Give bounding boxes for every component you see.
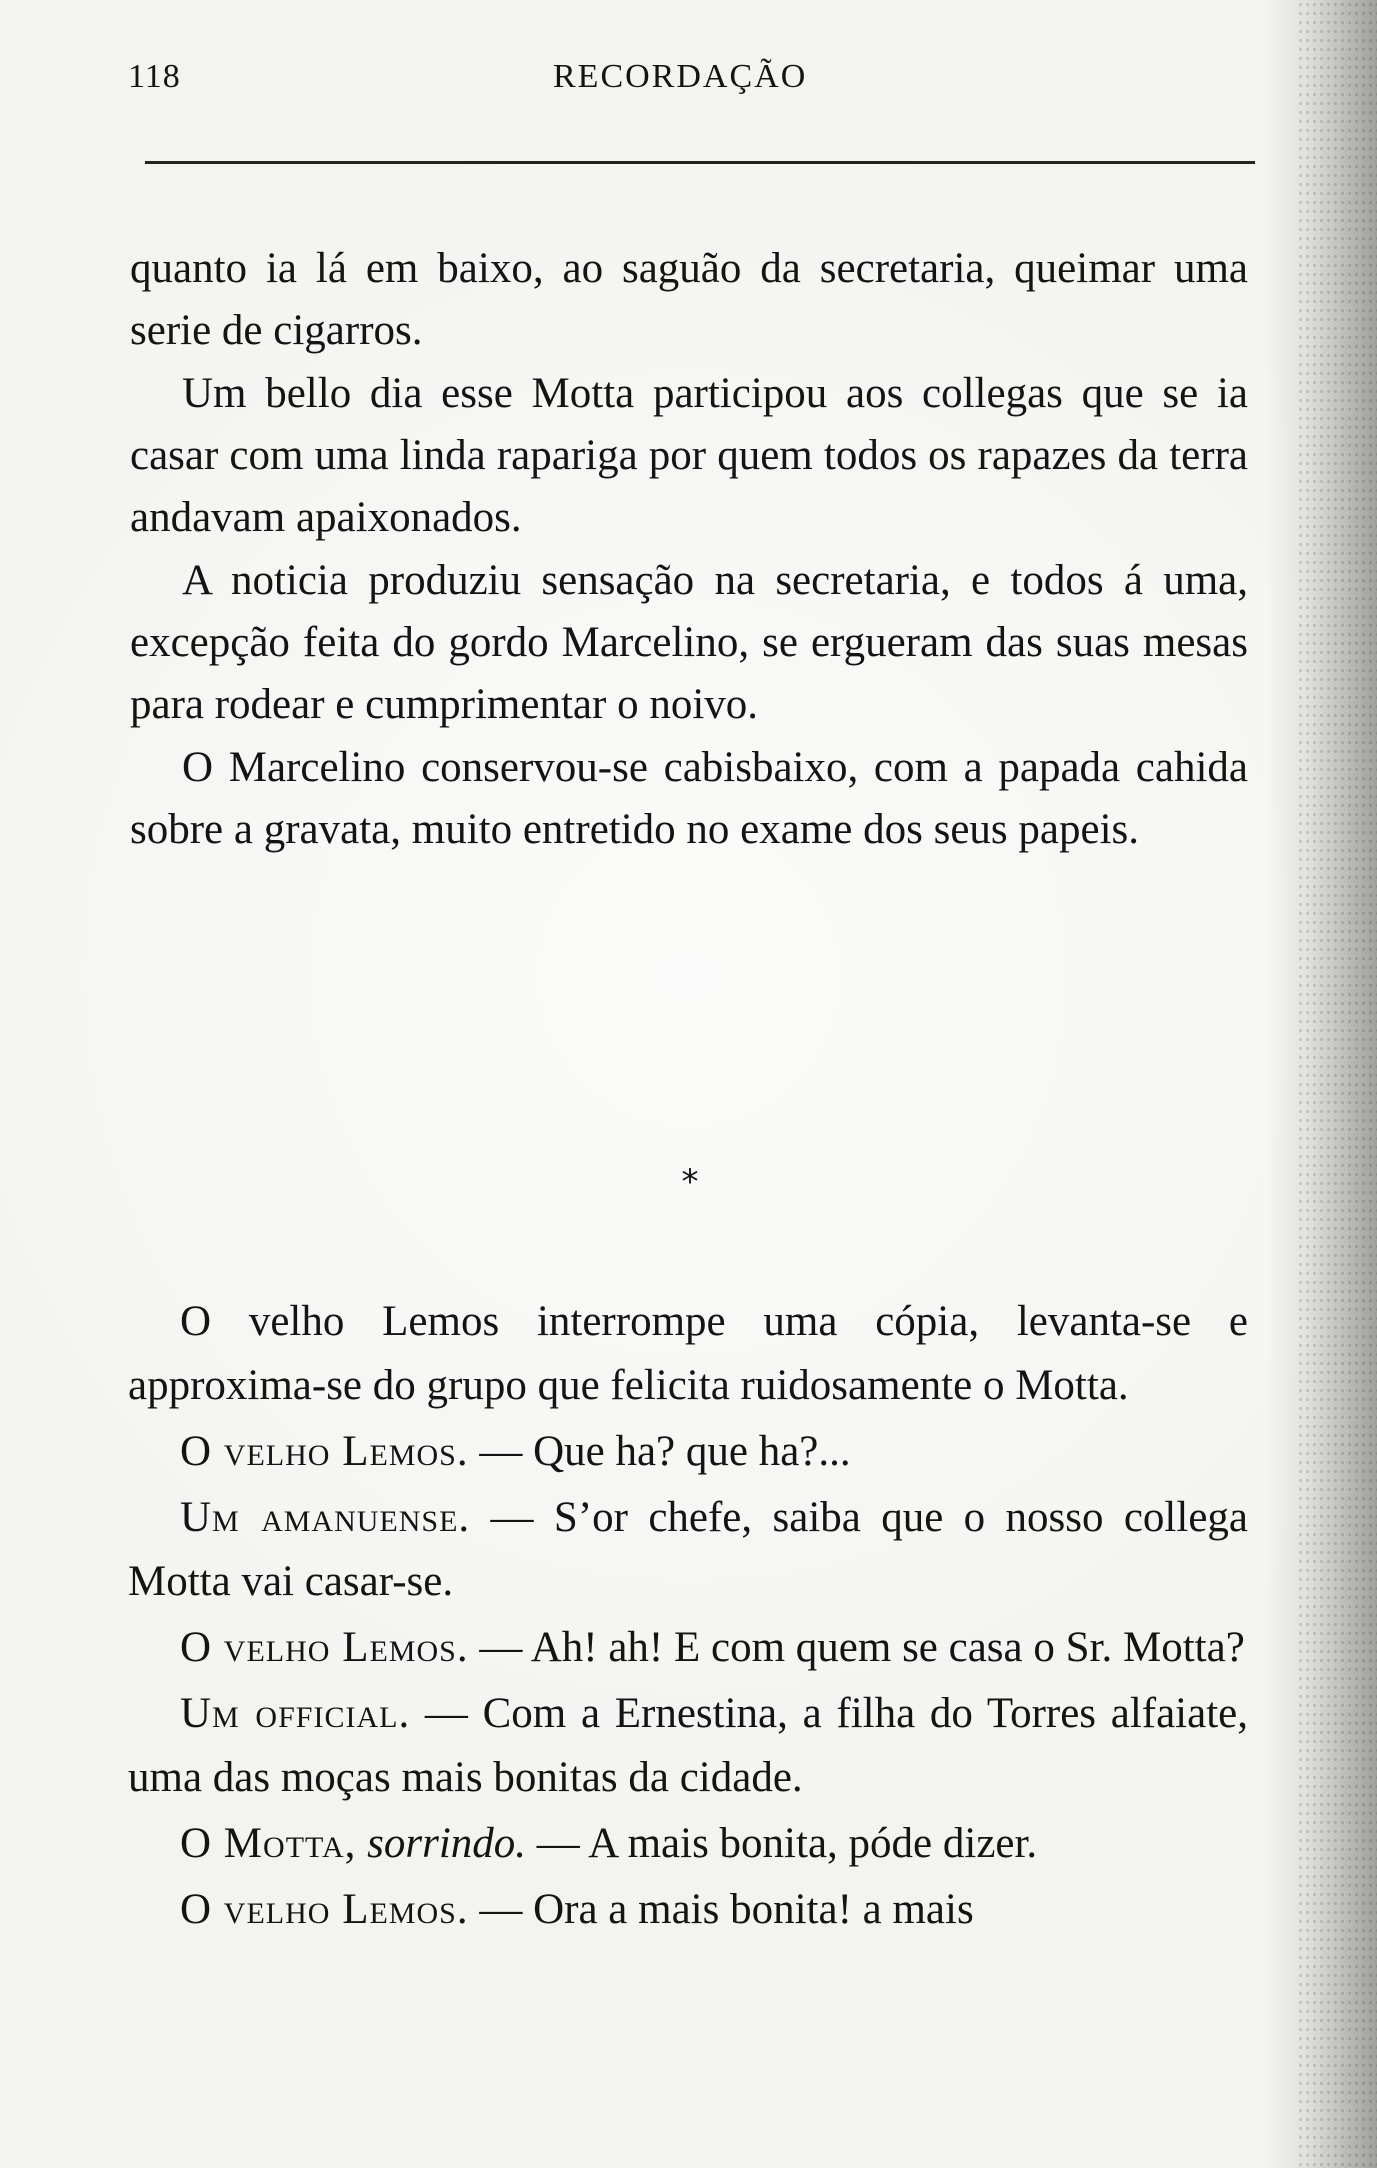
dialogue-text: — S’or chefe, saiba que o nosso collega Motta vai casar-se. <box>128 1494 1248 1605</box>
speaker-name: O velho Lemos. <box>180 1428 469 1475</box>
speaker-name: O velho Lemos. <box>180 1886 469 1933</box>
page-edge-speckle <box>1297 0 1377 2168</box>
page-number: 118 <box>128 58 181 95</box>
stage-direction: sorrindo. <box>367 1820 527 1867</box>
dialogue-line <box>128 1420 1248 1484</box>
speaker-name: O Motta, <box>180 1820 357 1867</box>
dialogue-text: — Ora a mais bonita! a mais <box>479 1886 974 1933</box>
dialogue-text: — Com a Ernestina, a filha do Torres alfaiate, uma das moças mais bonitas da cidade. <box>128 1690 1248 1801</box>
dialogue-line <box>128 1812 1248 1876</box>
speaker-name: O velho Lemos. <box>180 1624 469 1671</box>
paragraph: A noticia produziu sensação na secretaria, e todos á uma, excepção feita do gordo Marcelino, se ergueram das suas mesas para rodear e cumprimentar o noivo. <box>130 557 1248 728</box>
dialogue-text: — Ah! ah! E com quem se casa o Sr. Motta? <box>479 1624 1245 1671</box>
dialogue-line <box>128 1878 1248 1942</box>
dialogue-section <box>128 1290 1248 1944</box>
section-ornament: * <box>681 1162 699 1202</box>
running-title: RECORDAÇÃO <box>553 58 808 95</box>
stage-direction-paragraph: O velho Lemos interrompe uma cópia, levanta-se e approxima-se do grupo que felicita ruidosamente o Motta. <box>128 1298 1248 1409</box>
paragraph: O Marcelino conservou-se cabisbaixo, com a papada cahida sobre a gravata, muito entretido no exame dos seus papeis. <box>130 744 1248 853</box>
body-text <box>130 238 1248 862</box>
page-header <box>128 56 1258 106</box>
speaker-name: Um amanuense. <box>180 1494 471 1541</box>
dialogue-line <box>128 1682 1248 1810</box>
dialogue-line <box>128 1616 1248 1680</box>
header-rule <box>145 161 1255 164</box>
speaker-name: Um official. <box>180 1690 411 1737</box>
dialogue-text: — A mais bonita, póde dizer. <box>536 1820 1038 1867</box>
paragraph-continuation: quanto ia lá em baixo, ao saguão da secretaria, queimar uma serie de cigarros. <box>130 245 1248 354</box>
dialogue-text: — Que ha? que ha?... <box>479 1428 851 1475</box>
paragraph: Um bello dia esse Motta participou aos collegas que se ia casar com uma linda rapariga por quem todos os rapazes da terra andavam apaixonados. <box>130 370 1248 541</box>
dialogue-line <box>128 1486 1248 1614</box>
